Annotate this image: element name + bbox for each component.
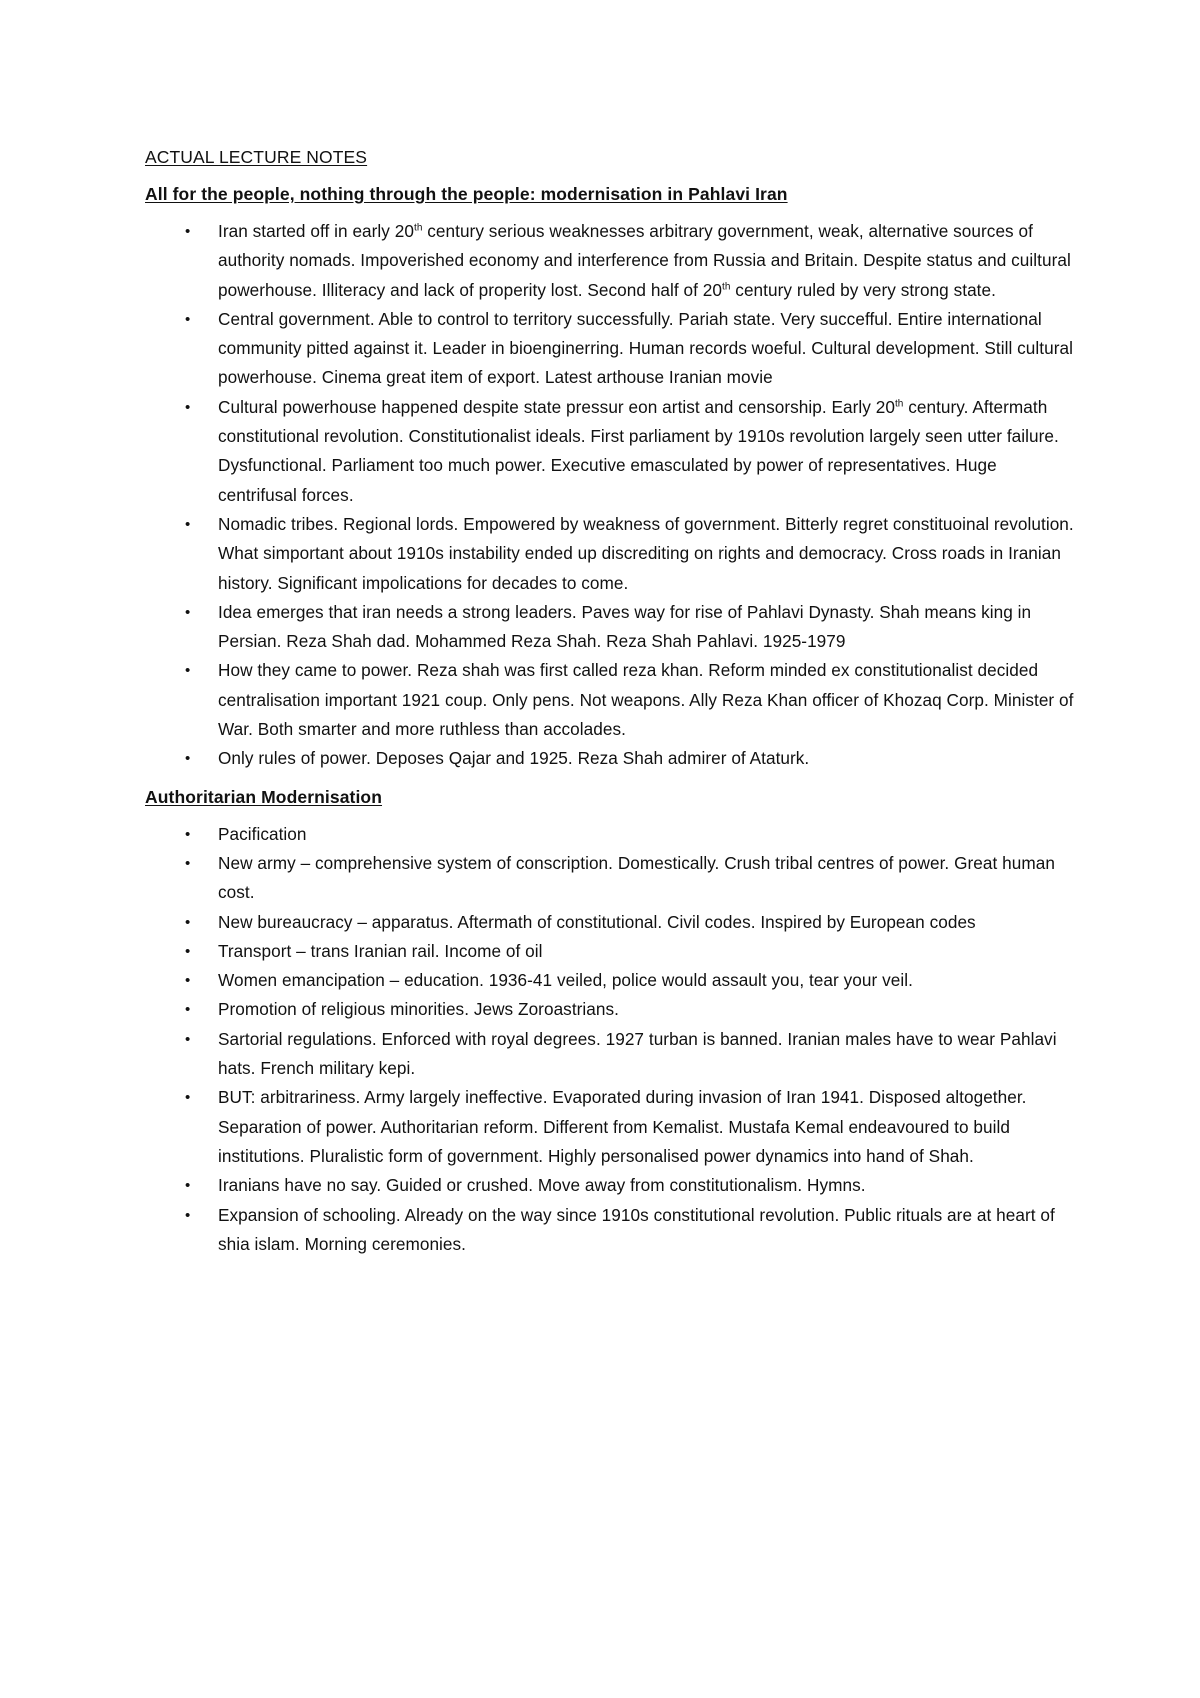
bullet-icon: • xyxy=(185,310,191,328)
bullet-icon: • xyxy=(185,913,191,931)
list-item-text: Nomadic tribes. Regional lords. Empowered by weakness of government. Bitterly regret constituoinal revolution. What simportant about 1910s instability ended up discrediting on rights and democracy. Cross roads in Iranian history. Significant impolications for decades to come. xyxy=(218,513,1074,593)
notes-list-pahlavi-iran xyxy=(145,217,1075,774)
list-item-text: New bureaucracy – apparatus. Aftermath of constitutional. Civil codes. Inspired by European codes xyxy=(218,911,976,932)
list-item-text: Promotion of religious minorities. Jews Zoroastrians. xyxy=(218,999,619,1020)
document-page xyxy=(145,146,1075,1259)
list-item-text: Iranians have no say. Guided or crushed. Move away from constitutionalism. Hymns. xyxy=(218,1175,866,1196)
list-item xyxy=(145,1025,1075,1084)
bullet-icon: • xyxy=(185,1001,191,1019)
bullet-icon: • xyxy=(185,603,191,621)
bullet-icon: • xyxy=(185,515,191,533)
bullet-icon: • xyxy=(185,398,191,416)
bullet-icon: • xyxy=(185,854,191,872)
superscript: th xyxy=(894,398,904,410)
list-item xyxy=(145,744,1075,773)
section-heading-authoritarian-modernisation: Authoritarian Modernisation xyxy=(145,786,383,807)
list-item xyxy=(145,937,1075,966)
list-item xyxy=(145,393,1075,510)
bullet-icon: • xyxy=(185,1089,191,1107)
bullet-icon: • xyxy=(185,942,191,960)
bullet-icon: • xyxy=(185,972,191,990)
list-item xyxy=(145,305,1075,393)
list-item-text: Central government. Able to control to territory successfully. Pariah state. Very succefful. Entire international community pitted against it. Leader in bioenginerring. Human records woeful. Cultural development. Still cultural powerhouse. Cinema great item of export. Latest arthouse Iranian movie xyxy=(218,308,1073,388)
list-item xyxy=(145,966,1075,995)
document-title: ACTUAL LECTURE NOTES xyxy=(145,147,368,167)
list-item xyxy=(145,908,1075,937)
list-item-text: Women emancipation – education. 1936-41 veiled, police would assault you, tear your veil. xyxy=(218,970,913,991)
list-item-text: Transport – trans Iranian rail. Income of oil xyxy=(218,940,543,961)
bullet-icon: • xyxy=(185,662,191,680)
list-item-text: Idea emerges that iran needs a strong leaders. Paves way for rise of Pahlavi Dynasty. Shah means king in Persian. Reza Shah dad. Mohammed Reza Shah. Reza Shah Pahlavi. 1925-1979 xyxy=(218,601,1032,652)
list-item-text: Sartorial regulations. Enforced with royal degrees. 1927 turban is banned. Iranian males have to wear Pahlavi hats. French military kepi. xyxy=(218,1028,1057,1079)
superscript: th xyxy=(722,280,731,292)
list-item xyxy=(145,656,1075,744)
list-item xyxy=(145,217,1075,305)
list-item xyxy=(145,820,1075,849)
list-item-text: BUT: arbitrariness. Army largely ineffective. Evaporated during invasion of Iran 1941. Disposed altogether. Separation of power. Authoritarian reform. Different from Kemalist. Mustafa Kemal endeavoured to build institutions. Pluralistic form of government. Highly personalised power dynamics into hand of Shah. xyxy=(218,1087,1027,1166)
list-item-text: Only rules of power. Deposes Qajar and 1925. Reza Shah admirer of Ataturk. xyxy=(218,748,810,769)
list-item-text: Cultural powerhouse happened despite state pressur eon artist and censorship. Early 20th century. Aftermath constitutional revolution. Constitutionalist ideals. First parliament by 1910s revolution largely seen utter failure. Dysfunctional. Parliament too much power. Executive emasculated by power of representatives. Huge centrifusal forces. xyxy=(218,396,1059,505)
list-item xyxy=(145,1171,1075,1200)
list-item-text: Iran started off in early 20th century serious weaknesses arbitrary government, weak, alternative sources of authority nomads. Impoverished economy and interference from Russia and Britain. Despite status and cuiltural powerhouse. Illiteracy and lack of properity lost. Second half of 20th century ruled by very strong state. xyxy=(218,221,1071,300)
section-heading-pahlavi-iran: All for the people, nothing through the people: modernisation in Pahlavi Iran xyxy=(145,184,788,204)
list-item xyxy=(145,995,1075,1024)
superscript: th xyxy=(413,222,423,234)
list-item-text: New army – comprehensive system of conscription. Domestically. Crush tribal centres of power. Great human cost. xyxy=(218,852,1055,903)
list-item xyxy=(145,849,1075,908)
list-item xyxy=(145,598,1075,657)
bullet-icon: • xyxy=(185,825,191,843)
list-item xyxy=(145,1201,1075,1260)
list-item xyxy=(145,1083,1075,1171)
bullet-icon: • xyxy=(185,1206,191,1224)
list-item xyxy=(145,510,1075,598)
bullet-icon: • xyxy=(185,1177,191,1195)
bullet-icon: • xyxy=(185,750,191,768)
notes-list-authoritarian-modernisation xyxy=(145,820,1075,1259)
bullet-icon: • xyxy=(185,1030,191,1048)
bullet-icon: • xyxy=(185,223,191,240)
list-item-text: How they came to power. Reza shah was first called reza khan. Reform minded ex constitutionalist decided centralisation important 1921 coup. Only pens. Not weapons. Ally Reza Khan officer of Khozaq Corp. Minister of War. Both smarter and more ruthless than accolades. xyxy=(218,660,1074,740)
list-item-text: Expansion of schooling. Already on the way since 1910s constitutional revolution. Public rituals are at heart of shia islam. Morning ceremonies. xyxy=(218,1204,1055,1254)
list-item-text: Pacification xyxy=(218,823,307,844)
